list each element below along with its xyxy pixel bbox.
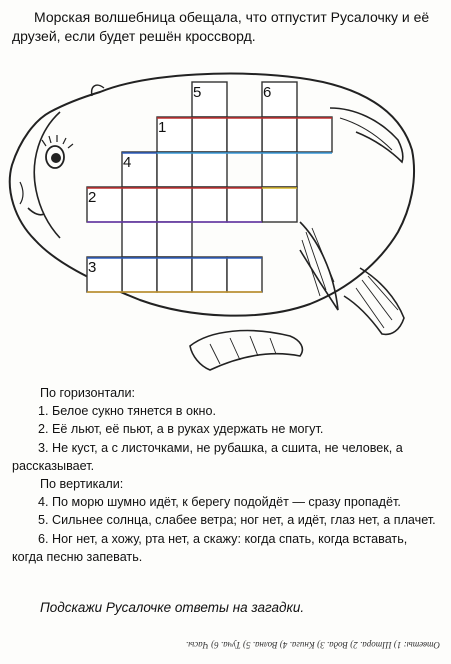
clue-number-5: 5 [193, 84, 202, 101]
clue-number-4: 4 [123, 154, 132, 171]
clue-number-6: 6 [263, 84, 272, 101]
intro-text: Морская волшебница обещала, что отпустит Русалочку и её друзей, если будет решён кроссворд. [12, 9, 430, 44]
clue-number-2: 2 [88, 189, 97, 206]
across-heading: По горизонтали: [40, 386, 136, 400]
clues-section [12, 384, 440, 566]
clue-across-1: 1. Белое сукно тянется в окно. [38, 404, 216, 419]
down-heading: По вертикали: [40, 477, 124, 492]
answers-upside-down: Ответы: 1) Штора. 2) Вода. 3) Книга. 4) Волна. 5) Туча. 6) Часы. [185, 640, 440, 650]
clue-number-3: 3 [88, 259, 97, 276]
clue-across-2: 2. Её льют, её пьют, а в руках удержать не могут. [38, 422, 324, 437]
hint-text: Подскажи Русалочке ответы на загадки. [40, 600, 305, 615]
clue-down-6: 6. Ног нет, а хожу, рта нет, а скажу: когда спать, когда вставать, когда песню запевать. [12, 531, 408, 564]
clue-number-1: 1 [158, 119, 167, 136]
crossword-grid [87, 82, 332, 292]
clue-down-5: 5. Сильнее солнца, слабее ветра; ног нет, а идёт, глаз нет, а плачет. [38, 513, 436, 528]
fish-crossword-illustration [0, 72, 451, 392]
clue-across-3: 3. Не куст, а с листочками, не рубашка, а сшита, не человек, а рассказывает. [12, 440, 403, 473]
clue-down-4: 4. По морю шумно идёт, к берегу подойдёт — сразу пропадёт. [38, 495, 401, 510]
